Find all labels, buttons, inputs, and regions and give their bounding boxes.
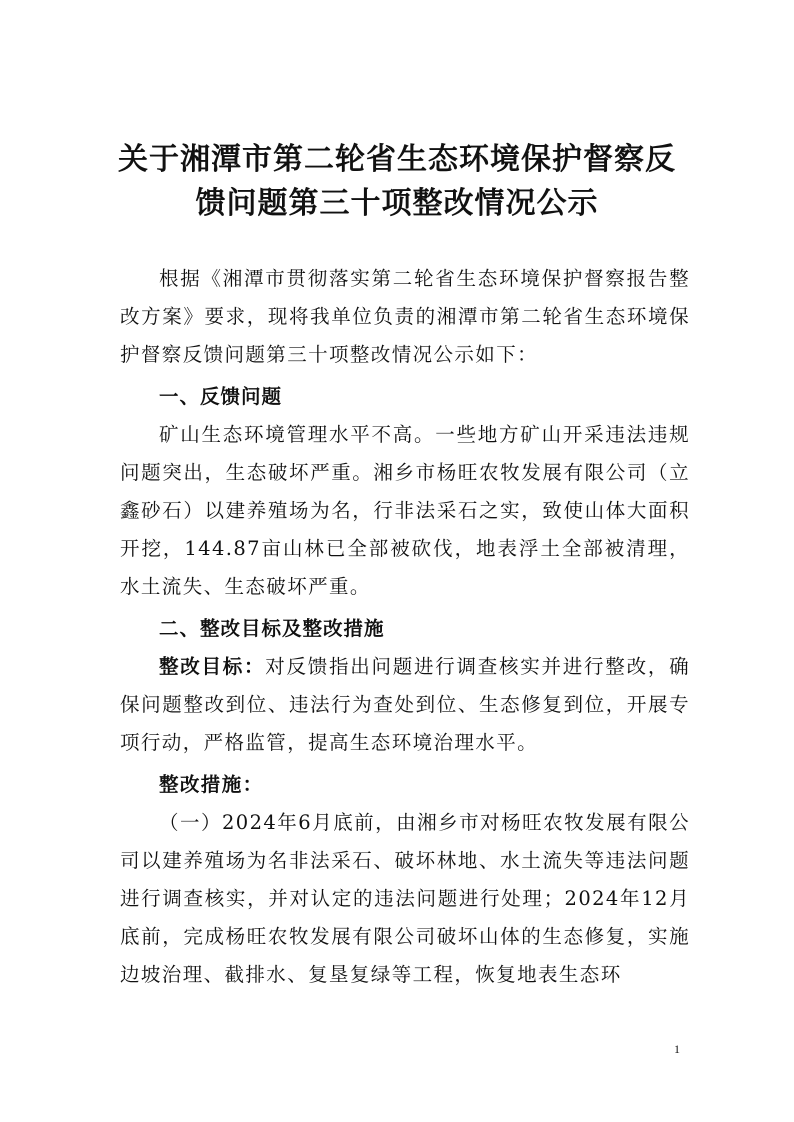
measures-label: 整改措施： bbox=[159, 773, 264, 796]
section-heading-feedback: 一、反馈问题 bbox=[159, 385, 283, 408]
goal-text: 对反馈指出问题进行调查核实并进行整改，确保问题整改到位、违法行为查处到位、生态修复到位，开展专项行动，严格监管，提高生态环境治理水平。 bbox=[120, 655, 690, 754]
document-body bbox=[120, 260, 690, 994]
measure-1-paragraph: （一）2024年6月底前，由湘乡市对杨旺农牧发展有限公司以建养殖场为名非法采石、破坏林地、水土流失等违法问题进行调查核实，并对认定的违法问题进行处理；2024年12月底前，完成杨旺农牧发展有限公司破坏山体的生态修复，实施边坡治理、截排水、复垦复绿等工程，恢复地表生态环 bbox=[120, 811, 690, 986]
section-heading-rectification: 二、整改目标及整改措施 bbox=[159, 617, 385, 640]
page-number: 1 bbox=[674, 1042, 680, 1056]
goal-paragraph bbox=[120, 648, 690, 762]
goal-label: 整改目标： bbox=[159, 655, 266, 678]
measures-label-paragraph bbox=[120, 766, 690, 804]
intro-paragraph: 根据《湘潭市贯彻落实第二轮省生态环境保护督察报告整改方案》要求，现将我单位负责的湘潭市第二轮省生态环境保护督察反馈问题第三十项整改情况公示如下： bbox=[120, 267, 690, 366]
feedback-paragraph: 矿山生态环境管理水平不高。一些地方矿山开采违法违规问题突出，生态破坏严重。湘乡市杨旺农牧发展有限公司（立鑫砂石）以建养殖场为名，行非法采石之实，致使山体大面积开挖，144.87亩山林已全部被砍伐，地表浮土全部被清理，水土流失、生态破坏严重。 bbox=[120, 423, 690, 598]
document-title: 关于湘潭市第二轮省生态环境保护督察反馈问题第三十项整改情况公示 bbox=[118, 142, 676, 221]
